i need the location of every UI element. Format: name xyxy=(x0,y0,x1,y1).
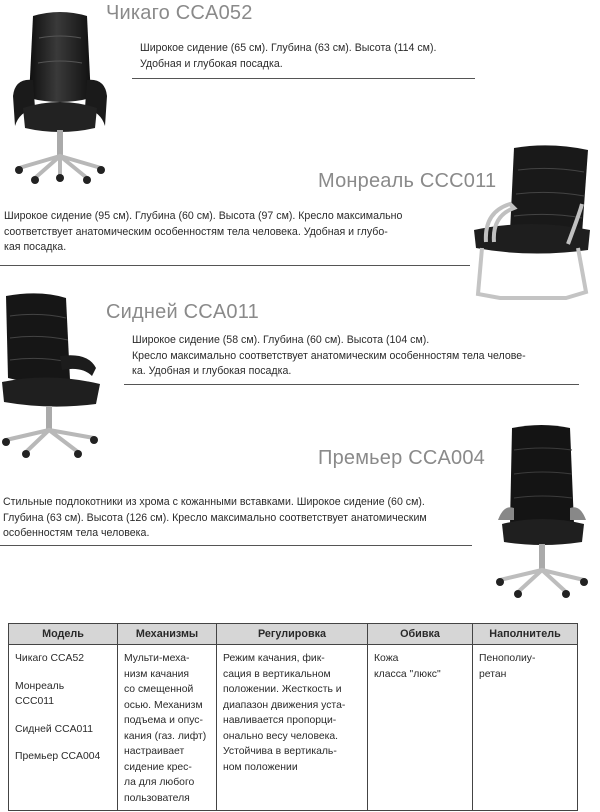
desc-line: Стильные подлокотники из хрома с кожанными вставками. Широкое сидение (60 см). xyxy=(3,496,425,508)
cell-line: пользователя xyxy=(124,792,190,804)
product-title-chicago: Чикаго CCA052 xyxy=(106,2,253,24)
divider-line xyxy=(124,384,579,385)
cell-models xyxy=(9,645,118,811)
desc-line: Широкое сидение (95 см). Глубина (60 см). Высота (97 см). Кресло максимально xyxy=(4,210,403,222)
col-header-adjustment: Регулировка xyxy=(217,624,368,645)
desc-line: Кресло максимально соответствует анатомическим особенностям тела челове- xyxy=(132,349,526,362)
product-title-montreal: Монреаль CCC011 xyxy=(318,170,497,192)
divider-line xyxy=(0,545,472,546)
cell-line: Кожа xyxy=(374,653,399,664)
cell-filler xyxy=(473,645,578,811)
cell-line: онально весу человека. xyxy=(223,730,339,742)
chair-chicago-image xyxy=(5,8,115,183)
cell-upholstery xyxy=(368,645,473,811)
spec-table xyxy=(8,623,578,811)
col-header-filler: Наполнитель xyxy=(473,624,578,645)
product-desc-premier xyxy=(3,495,427,542)
desc-line: ка. Удобная и глубокая посадка. xyxy=(132,365,292,377)
model-name: CCC011 xyxy=(15,696,55,707)
model-name: Монреаль xyxy=(15,680,65,692)
product-desc-sydney xyxy=(132,333,526,380)
product-title-premier: Премьер CCA004 xyxy=(318,447,485,469)
cell-line: навливается пропорци- xyxy=(223,715,337,726)
cell-line: ном положении xyxy=(223,761,298,773)
col-header-mechanisms: Механизмы xyxy=(118,624,217,645)
table-row xyxy=(9,645,578,811)
cell-line: настраивает xyxy=(124,746,185,757)
desc-line: соответствует анатомическим особенностям тела человека. Удобная и глубо- xyxy=(4,225,388,238)
cell-line: Устойчива в вертикаль- xyxy=(223,746,337,757)
cell-line: сация в вертикальном xyxy=(223,668,331,680)
cell-line: класса "люкс" xyxy=(374,668,441,680)
cell-line: подъема и опус- xyxy=(124,715,203,726)
cell-line: осью. Механизм xyxy=(124,699,203,711)
cell-line: низм качания xyxy=(124,668,190,680)
cell-line: ретан xyxy=(479,668,507,680)
product-desc-montreal xyxy=(4,209,402,256)
cell-mechanisms xyxy=(118,645,217,811)
chair-premier-image xyxy=(492,424,592,599)
model-name: Сидней CCA011 xyxy=(15,723,94,735)
chair-montreal-image xyxy=(470,142,598,312)
product-desc-chicago xyxy=(140,41,436,72)
cell-line: со смещенной xyxy=(124,684,194,695)
desc-line: особенностям тела человека. xyxy=(3,527,150,539)
cell-line: сидение крес- xyxy=(124,761,192,773)
divider-line xyxy=(132,78,475,79)
desc-line: кая посадка. xyxy=(4,241,67,253)
cell-line: ла для любого xyxy=(124,777,195,788)
model-name: Чикаго CCA52 xyxy=(15,653,85,664)
desc-line: Удобная и глубокая посадка. xyxy=(140,57,283,70)
desc-line: Широкое сидение (65 см). Глубина (63 см). Высота (114 см). xyxy=(140,42,437,54)
desc-line: Глубина (63 см). Высота (126 см). Кресло максимально соответствует анатомическим xyxy=(3,511,427,524)
desc-line: Широкое сидение (58 см). Глубина (60 см). Высота (104 см). xyxy=(132,334,430,346)
col-header-model: Модель xyxy=(9,624,118,645)
table-header-row xyxy=(9,624,578,645)
cell-line: Пенополиу- xyxy=(479,653,536,664)
divider-line xyxy=(0,265,470,266)
cell-line: диапазон движения уста- xyxy=(223,699,346,711)
cell-line: кания (газ. лифт) xyxy=(124,730,207,742)
model-name: Премьер CCA004 xyxy=(15,751,101,762)
cell-line: Режим качания, фик- xyxy=(223,653,325,664)
chair-sydney-image xyxy=(0,292,110,460)
cell-line: Мульти-меха- xyxy=(124,653,190,664)
col-header-upholstery: Обивка xyxy=(368,624,473,645)
product-title-sydney: Сидней CCA011 xyxy=(106,301,259,323)
cell-line: положении. Жесткость и xyxy=(223,684,342,695)
cell-adjustment xyxy=(217,645,368,811)
